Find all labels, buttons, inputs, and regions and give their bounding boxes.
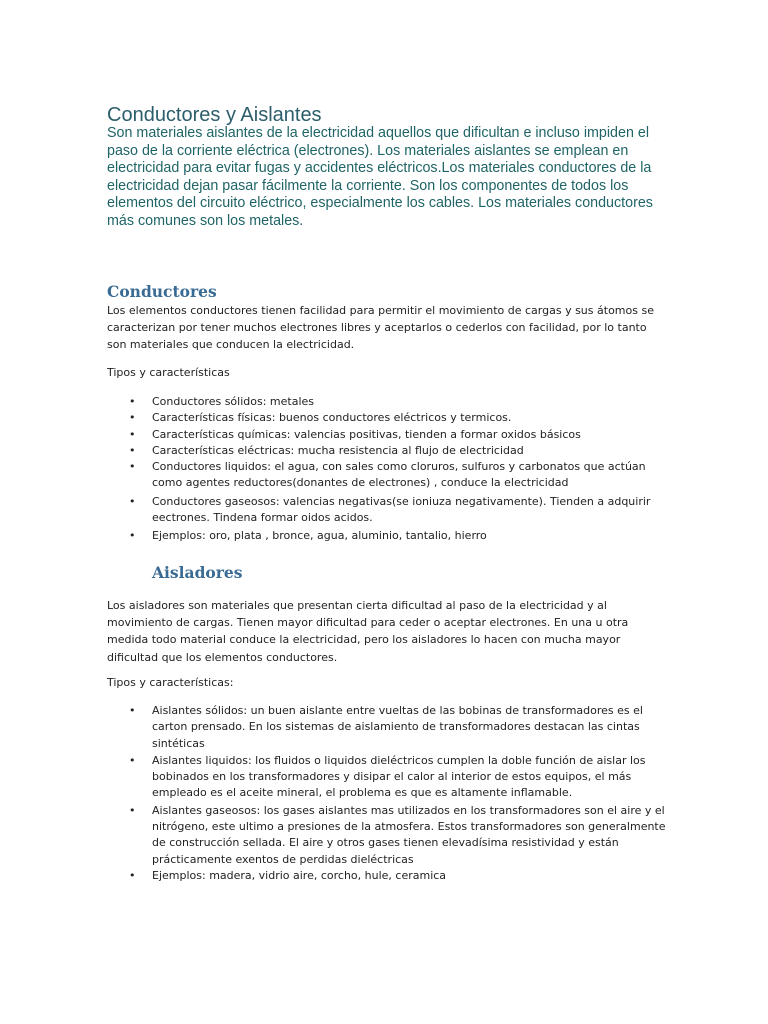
bullet-icon: • xyxy=(129,529,136,543)
list-item xyxy=(107,703,667,752)
bullet-icon: • xyxy=(129,753,136,767)
list-item-text: Conductores gaseosos: valencias negativas(se ioniuza negativamente). Tienden a adquirir eectrones. Tindena formar oidos acidos. xyxy=(152,494,651,525)
list-item-text: Conductores liquidos: el agua, con sales como cloruros, sulfuros y carbonatos que actúan como agentes reductores(donantes de electrones) , conduce la electricidad xyxy=(152,460,646,490)
bullet-icon: • xyxy=(129,494,136,508)
bullet-icon: • xyxy=(129,411,136,425)
bullet-icon: • xyxy=(129,395,136,408)
list-item xyxy=(107,443,667,459)
intro-paragraph: Son materiales aislantes de la electricidad aquellos que dificultan e incluso impiden el paso de la corriente eléctrica (electrones). Los materiales aislantes se emplean en electricidad para evitar fugas y accidentes eléctricos.Los materiales conductores de la electricidad dejan pasar fácilmente la corriente. Son los componentes de todos los elementos del circuito eléctrico, especialmente los cables. Los materiales conductores más comunes son los metales. xyxy=(107,125,653,229)
list-item-text: Conductores sólidos: metales xyxy=(152,395,315,408)
conductores-heading: Conductores xyxy=(107,282,217,301)
bullet-icon: • xyxy=(129,803,136,817)
list-item xyxy=(107,459,667,492)
list-item-text: Aislantes liquidos: los fluidos o liquidos dieléctricos cumplen la doble función de aislar los bobinados en los transformadores y disipar el calor al interior de estos equipos, el más empleado es el aceite mineral, el problema es que es altamente inflamable. xyxy=(152,753,646,800)
conductores-paragraph: Los elementos conductores tienen facilidad para permitir el movimiento de cargas y sus átomos se caracterizan por tener muchos electrones libres y aceptarlos o cederlos con facilidad, por lo tanto son materiales que conducen la electricidad. xyxy=(107,304,654,351)
list-item xyxy=(107,868,667,884)
list-item-text: Características físicas: buenos conductores eléctricos y termicos. xyxy=(152,411,512,425)
list-item-text: Características químicas: valencias positivas, tienden a formar oxidos básicos xyxy=(152,427,581,441)
aisladores-paragraph: Los aisladores son materiales que presentan cierta dificultad al paso de la electricidad y al movimiento de cargas. Tienen mayor dificultad para ceder o aceptar electrones. En una u otra medida todo material conduce la electricidad, pero los aisladores lo hacen con mucha mayor dificultad que los elementos conductores. xyxy=(107,599,629,664)
list-item xyxy=(107,753,667,802)
list-item-text: Aislantes gaseosos: los gases aislantes mas utilizados en los transformadores son el aire y el nitrógeno, este ultimo a presiones de la atmosfera. Estos transformadores son generalmente de construcción sellada. El aire y otros gases tienen elevadísima resistividad y están prácticamente exentos de perdidas dieléctricas xyxy=(152,803,666,866)
list-item xyxy=(107,427,667,443)
list-item xyxy=(107,394,667,410)
aisladores-types-label: Tipos y características: xyxy=(107,676,234,689)
list-item-text: Características eléctricas: mucha resistencia al flujo de electricidad xyxy=(152,443,524,457)
list-item-text: Aislantes sólidos: un buen aislante entre vueltas de las bobinas de transformadores es el carton prensado. En los sistemas de aislamiento de transformadores destacan las cintas sintéticas xyxy=(152,704,643,750)
conductores-list xyxy=(107,394,667,545)
bullet-icon: • xyxy=(129,868,136,882)
list-item xyxy=(107,494,667,527)
list-item-text: Ejemplos: madera, vidrio aire, corcho, hule, ceramica xyxy=(152,868,447,882)
bullet-icon: • xyxy=(129,704,136,717)
aisladores-list xyxy=(107,703,667,884)
bullet-icon: • xyxy=(129,427,136,441)
list-item xyxy=(107,528,667,544)
aisladores-heading: Aisladores xyxy=(152,563,243,582)
list-item xyxy=(107,803,667,868)
document-title: Conductores y Aislantes xyxy=(107,104,322,126)
list-item-text: Ejemplos: oro, plata , bronce, agua, aluminio, tantalio, hierro xyxy=(152,529,487,543)
bullet-icon: • xyxy=(129,443,136,457)
bullet-icon: • xyxy=(129,460,136,474)
conductores-types-label: Tipos y características xyxy=(107,366,230,379)
list-item xyxy=(107,410,667,426)
